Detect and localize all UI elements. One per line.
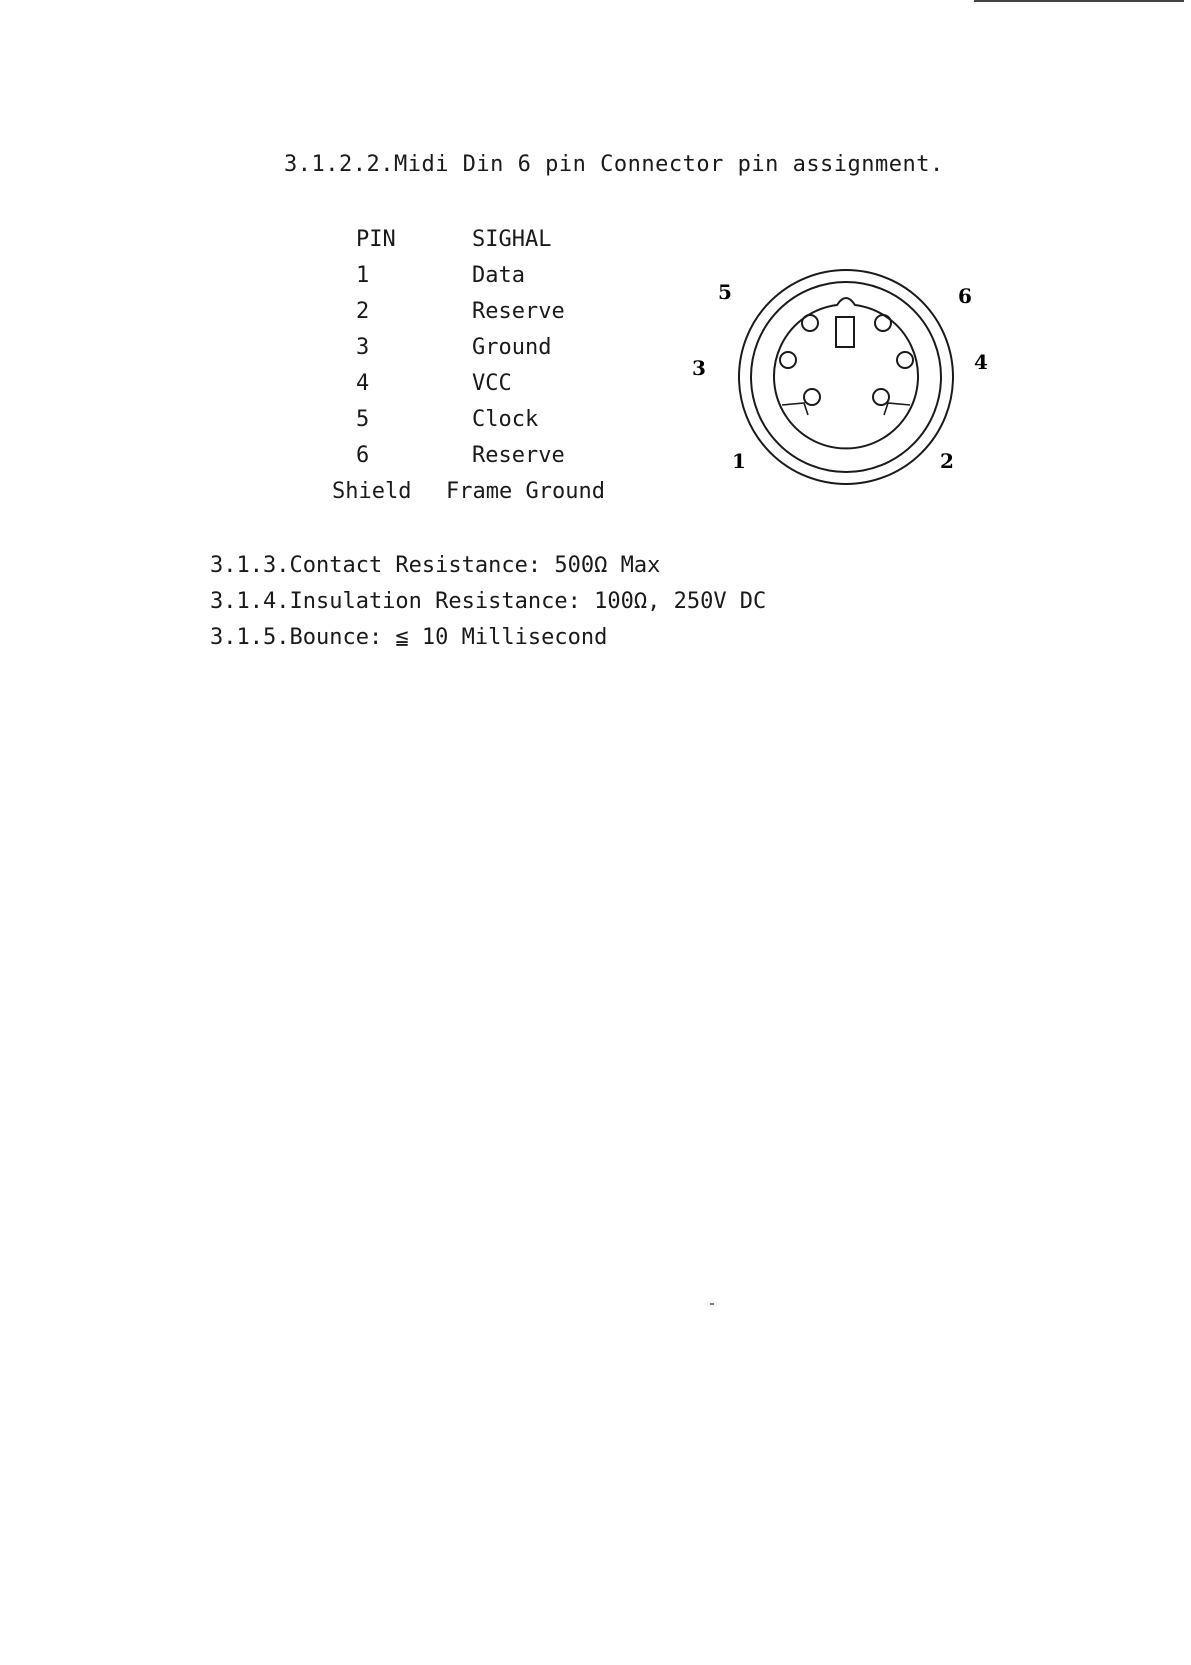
signal-cell: Reserve xyxy=(472,443,565,468)
pin-label-6: 6 xyxy=(958,284,972,308)
table-header-row xyxy=(326,222,631,258)
pin-cell: Shield xyxy=(332,479,412,504)
signal-column-header: SIGHAL xyxy=(472,227,552,252)
top-rule xyxy=(974,0,1184,2)
pin-cell: 5 xyxy=(356,407,370,432)
pin-label-2: 2 xyxy=(940,449,954,473)
table-row xyxy=(326,402,631,438)
signal-cell: VCC xyxy=(472,371,512,396)
pin-label-1: 1 xyxy=(732,449,746,473)
connector-inner-body xyxy=(774,298,918,448)
pin-hole-4 xyxy=(897,352,913,368)
table-row xyxy=(326,294,631,330)
pin-label-4: 4 xyxy=(974,350,988,374)
spec-insulation-resistance: 3.1.4.Insulation Resistance: 100Ω, 250V DC xyxy=(210,589,767,614)
connector-right-tab xyxy=(884,403,910,415)
pin-cell: 4 xyxy=(356,371,370,396)
signal-cell: Reserve xyxy=(472,299,565,324)
pin-cell: 2 xyxy=(356,299,370,324)
table-row xyxy=(326,366,631,402)
pin-hole-2 xyxy=(873,389,889,405)
din-connector-diagram xyxy=(680,265,990,490)
pin-hole-6 xyxy=(875,315,891,331)
section-heading: 3.1.2.2.Midi Din 6 pin Connector pin assignment. xyxy=(284,152,944,177)
table-row xyxy=(326,330,631,366)
scan-speck xyxy=(710,1303,714,1305)
pin-cell: 1 xyxy=(356,263,370,288)
specs-list xyxy=(210,548,766,656)
pin-hole-3 xyxy=(780,352,796,368)
table-row xyxy=(326,438,631,474)
pin-label-3: 3 xyxy=(692,356,706,380)
pin-label-5: 5 xyxy=(718,280,732,304)
pin-hole-1 xyxy=(804,389,820,405)
connector-center-key xyxy=(836,317,854,347)
pin-cell: 3 xyxy=(356,335,370,360)
connector-middle-ring xyxy=(751,282,941,472)
table-row xyxy=(326,258,631,294)
pin-hole-5 xyxy=(802,315,818,331)
table-row xyxy=(326,474,631,510)
connector-left-tab xyxy=(782,403,808,415)
pin-column-header: PIN xyxy=(356,227,396,252)
spec-contact-resistance: 3.1.3.Contact Resistance: 500Ω Max xyxy=(210,553,661,578)
signal-cell: Data xyxy=(472,263,525,288)
signal-cell: Ground xyxy=(472,335,552,360)
signal-cell: Clock xyxy=(472,407,539,432)
pin-assignment-table xyxy=(326,222,631,510)
signal-cell: Frame Ground xyxy=(446,479,605,504)
pin-cell: 6 xyxy=(356,443,370,468)
spec-bounce: 3.1.5.Bounce: ≦ 10 Millisecond xyxy=(210,625,608,650)
connector-outer-ring xyxy=(739,270,953,484)
